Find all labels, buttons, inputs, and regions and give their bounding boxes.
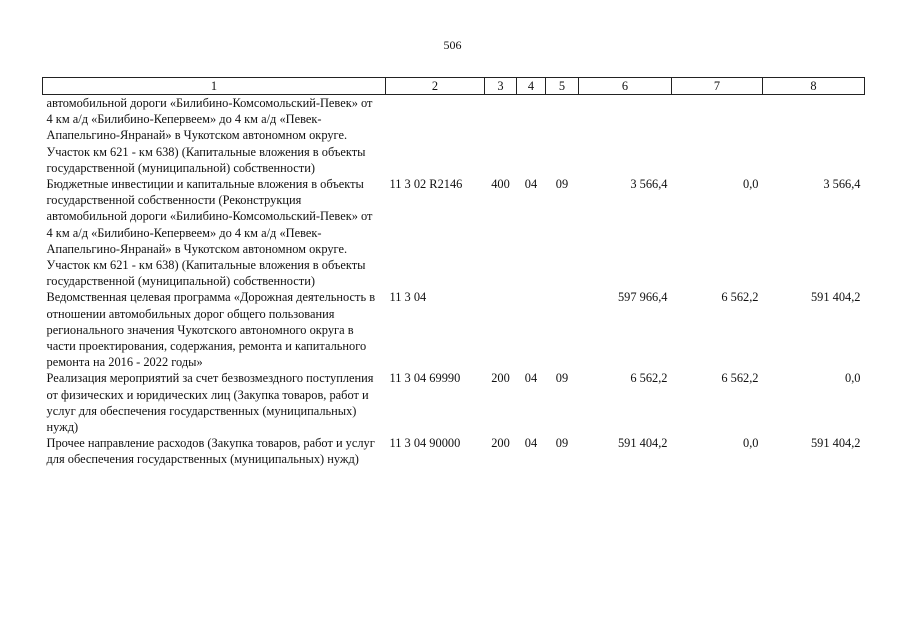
row-col5: [546, 289, 579, 370]
row-col4: 04: [524, 371, 538, 386]
table-row: [43, 435, 865, 467]
column-header-8: 8: [763, 78, 865, 95]
row-col3: [485, 289, 517, 370]
row-code: 11 3 04 90000: [389, 436, 461, 451]
row-description: Ведомственная целевая программа «Дорожная деятельность в отношении автомобильных дорог общего пользования регионального значения Чукотского автономного округа в части проектирования, содержания, ремонта и капитального ремонта на 2016 - 2022 годы»: [46, 290, 376, 370]
table-row: [43, 176, 865, 289]
budget-table: [42, 77, 865, 468]
column-header-2: 2: [386, 78, 485, 95]
column-header-7: 7: [672, 78, 763, 95]
row-col8: 0,0: [845, 371, 861, 386]
header-row: [43, 78, 865, 95]
row-col3: 200: [491, 371, 510, 386]
row-col7: 6 562,2: [721, 290, 759, 305]
row-code: 11 3 04 69990: [389, 371, 461, 386]
row-col5: [546, 95, 579, 177]
page-number: 506: [443, 38, 462, 52]
row-col4: [517, 95, 546, 177]
row-description: Бюджетные инвестиции и капитальные вложения в объекты государственной собственности (Реконструкция автомобильной дороги «Билибино-Комсомольский-Певек» от 4 км а/д «Билибино-Кепервеем» до 4 км а/д «Певек-Апапельгино-Янранай» в Чукотском автономном округе. Участок км 621 - км 638) (Капитальные вложения в объекты государственной (муниципальной) собственности): [46, 177, 373, 289]
row-col3: 200: [491, 436, 510, 451]
row-col7: 0,0: [743, 436, 759, 451]
row-col4: [517, 289, 546, 370]
row-description: автомобильной дороги «Билибино-Комсомольский-Певек» от 4 км а/д «Билибино-Кепервеем» до 4 км а/д «Певек-Апапельгино-Янранай» в Чукотском автономном округе. Участок км 621 - км 638) (Капитальные вложения в объекты государственной (муниципальной) собственности): [46, 96, 373, 175]
row-col3: [485, 95, 517, 177]
row-col5: 09: [555, 371, 569, 386]
row-col5: 09: [555, 436, 569, 451]
row-code: [386, 95, 485, 177]
row-col8: [763, 95, 865, 177]
row-col6: 591 404,2: [617, 436, 668, 451]
row-description: Реализация мероприятий за счет безвозмездного поступления от физических и юридических лиц (Закупка товаров, работ и услуг для обеспечения государственных (муниципальных) нужд): [46, 371, 374, 435]
row-col8: 3 566,4: [823, 177, 861, 192]
row-col6: 597 966,4: [617, 290, 668, 305]
row-code: 11 3 02 R2146: [389, 177, 463, 192]
column-header-5: 5: [546, 78, 579, 95]
row-col8: 591 404,2: [810, 290, 861, 305]
row-col8: 591 404,2: [810, 436, 861, 451]
row-description: Прочее направление расходов (Закупка товаров, работ и услуг для обеспечения государственных (муниципальных) нужд): [46, 436, 375, 467]
row-col6: [579, 95, 672, 177]
row-col7: 6 562,2: [721, 371, 759, 386]
table-row: [43, 289, 865, 370]
column-header-1: 1: [43, 78, 386, 95]
row-col5: 09: [555, 177, 569, 192]
row-col3: 400: [491, 177, 510, 192]
table-row: [43, 370, 865, 435]
row-col4: 04: [524, 177, 538, 192]
row-col7: 0,0: [743, 177, 759, 192]
row-col7: [672, 95, 763, 177]
column-header-6: 6: [579, 78, 672, 95]
row-col6: 3 566,4: [630, 177, 668, 192]
row-code: 11 3 04: [389, 290, 427, 305]
table-body: [43, 95, 865, 468]
row-col4: 04: [524, 436, 538, 451]
table-header: [43, 78, 865, 95]
column-header-3: 3: [485, 78, 517, 95]
table-row: [43, 95, 865, 177]
row-col6: 6 562,2: [630, 371, 668, 386]
column-header-4: 4: [517, 78, 546, 95]
